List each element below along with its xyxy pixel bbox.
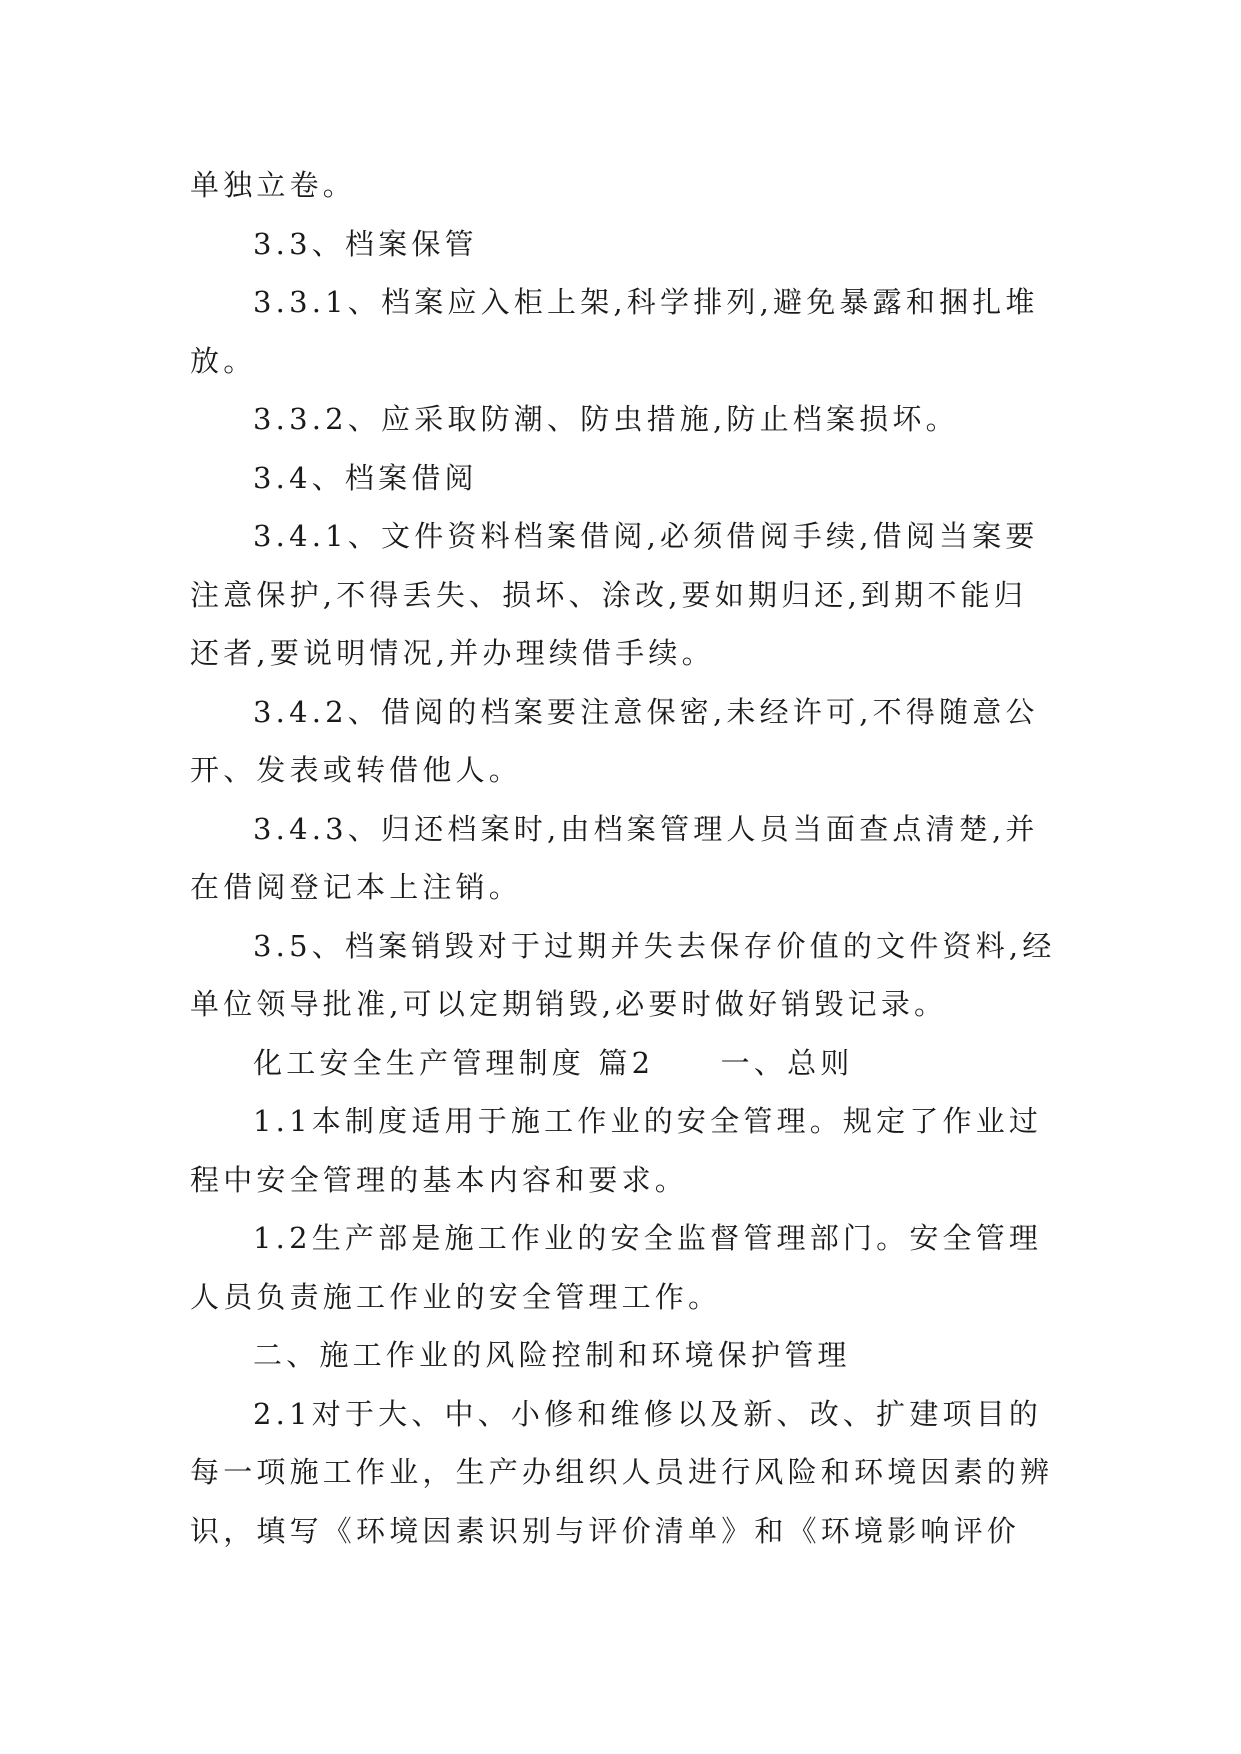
- text-line-23: 每一项施工作业，生产办组织人员进行风险和环境因素的辨: [190, 1455, 1054, 1489]
- text-line-17: 1.1本制度适用于施工作业的安全管理。规定了作业过: [253, 1104, 1043, 1138]
- text-line-3: 3.3.1、档案应入柜上架,科学排列,避免暴露和捆扎堆: [253, 285, 1039, 319]
- text-line-4: 放。: [190, 343, 257, 378]
- text-line-12: 3.4.3、归还档案时,由档案管理人员当面查点清楚,并: [253, 811, 1039, 846]
- text-line-1: 单独立卷。: [190, 168, 357, 202]
- text-line-10: 3.4.2、借阅的档案要注意保密,未经许可,不得随意公: [253, 694, 1039, 729]
- text-line-19: 1.2生产部是施工作业的安全监督管理部门。安全管理: [253, 1221, 1043, 1255]
- text-line-13: 在借阅登记本上注销。: [190, 870, 523, 904]
- document-body: [190, 156, 1056, 1560]
- text-line-24: 识，填写《环境因素识别与评价清单》和《环境影响评价: [190, 1513, 1021, 1548]
- text-line-22: 2.1对于大、中、小修和维修以及新、改、扩建项目的: [253, 1396, 1043, 1431]
- section-heading-2: 二、施工作业的风险控制和环境保护管理: [253, 1338, 851, 1372]
- text-line-7: 3.4.1、文件资料档案借阅,必须借阅手续,借阅当案要: [253, 519, 1039, 553]
- section-heading-3-4: 3.4、档案借阅: [253, 460, 478, 495]
- text-line-20: 人员负责施工作业的安全管理工作。: [190, 1279, 722, 1314]
- text-line-9: 还者,要说明情况,并办理续借手续。: [190, 636, 715, 670]
- text-line-15: 单位领导批准,可以定期销毁,必要时做好销毁记录。: [190, 987, 948, 1021]
- section-heading-3-3: 3.3、档案保管: [253, 226, 478, 261]
- section-heading-part-2: 化工安全生产管理制度 篇2 一、总则: [253, 1045, 854, 1080]
- text-line-14: 3.5、档案销毁对于过期并失去保存价值的文件资料,经: [253, 928, 1056, 963]
- text-line-8: 注意保护,不得丢失、损坏、涂改,要如期归还,到期不能归: [190, 577, 1028, 612]
- text-line-5: 3.3.2、应采取防潮、防虫措施,防止档案损坏。: [253, 402, 959, 436]
- text-line-11: 开、发表或转借他人。: [190, 753, 523, 787]
- text-line-18: 程中安全管理的基本内容和要求。: [190, 1162, 689, 1197]
